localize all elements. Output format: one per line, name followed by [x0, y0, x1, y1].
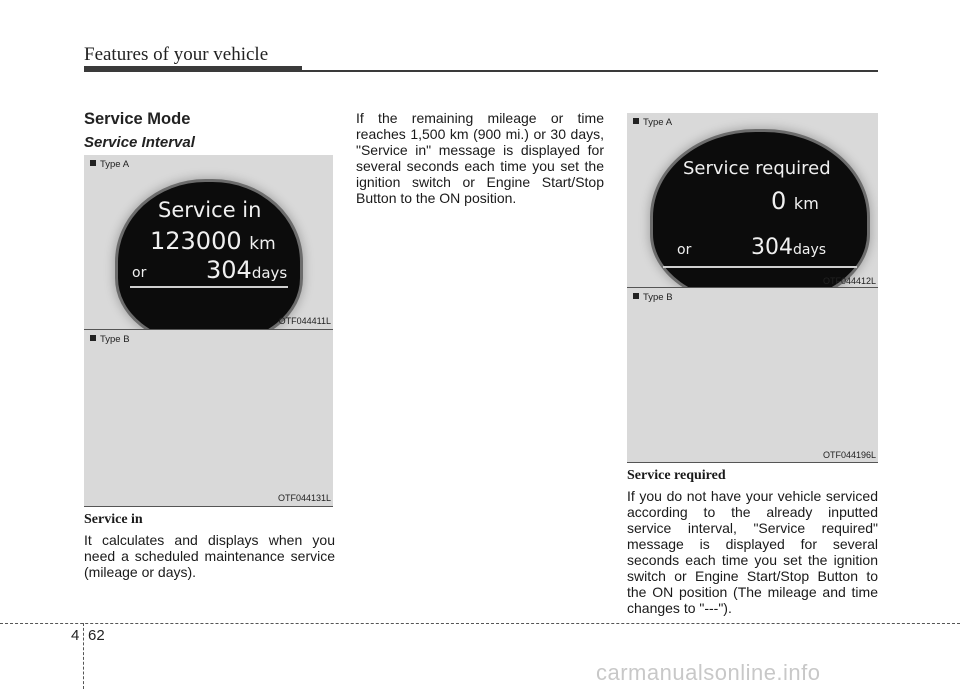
panel-label: Type A	[633, 117, 672, 128]
square-bullet-icon	[90, 335, 96, 341]
display-mileage: 0 km	[771, 187, 819, 215]
display-divider	[130, 286, 288, 288]
watermark: carmanualsonline.info	[596, 660, 821, 685]
panel-label: Type A	[90, 159, 129, 170]
square-bullet-icon	[90, 160, 96, 166]
display-or: or	[132, 265, 147, 281]
image-code: OTF044412L	[822, 276, 876, 286]
image-code: OTF044411L	[278, 316, 331, 326]
panel-left-type-a	[84, 155, 333, 329]
panel-rule	[84, 506, 333, 507]
display-line-1: Service in	[158, 198, 262, 222]
panel-left-type-b	[84, 330, 333, 506]
display-days: 304days	[751, 235, 827, 260]
footer-dashed-rule	[0, 623, 960, 624]
cluster-display	[118, 182, 300, 329]
square-bullet-icon	[633, 118, 639, 124]
chapter-number: 4	[71, 627, 80, 644]
panel-rule	[627, 462, 878, 463]
display-line-1: Service required	[683, 158, 831, 179]
service-required-heading: Service required	[627, 468, 726, 483]
footer-vertical-rule	[83, 623, 84, 689]
square-bullet-icon	[633, 293, 639, 299]
header-title: Features of your vehicle	[84, 44, 269, 65]
panel-right-type-a	[627, 113, 878, 287]
panel-label: Type B	[90, 334, 130, 345]
service-required-body: If you do not have your vehicle serviced according to the already inputted service interval, "Service required" message is displayed for several seconds each time you set the ignition switch or Engine Start/Stop Button to the ON position (The mileage and time changes to "---").	[627, 488, 878, 616]
image-code: OTF044131L	[277, 493, 331, 503]
remaining-body: If the remaining mileage or time reaches 1,500 km (900 mi.) or 30 days, "Service in" message is displayed for several seconds each time you set the ignition switch or Engine Start/Stop Button to the ON position.	[356, 110, 604, 206]
page-number: 62	[88, 627, 105, 644]
subsection-title: Service Interval	[84, 134, 195, 151]
display-days: 304days	[206, 256, 288, 284]
cluster-display	[653, 132, 867, 287]
service-in-heading: Service in	[84, 512, 143, 527]
panel-right-type-b	[627, 288, 878, 462]
display-divider	[663, 266, 857, 268]
service-in-body: It calculates and displays when you need a scheduled maintenance service (mileage or days).	[84, 532, 335, 580]
panel-label: Type B	[633, 292, 673, 303]
section-title: Service Mode	[84, 110, 191, 128]
image-code: OTF044196L	[822, 450, 876, 460]
display-or: or	[677, 242, 692, 258]
display-mileage: 123000 km	[150, 227, 276, 255]
header-bar-thin	[84, 70, 878, 72]
